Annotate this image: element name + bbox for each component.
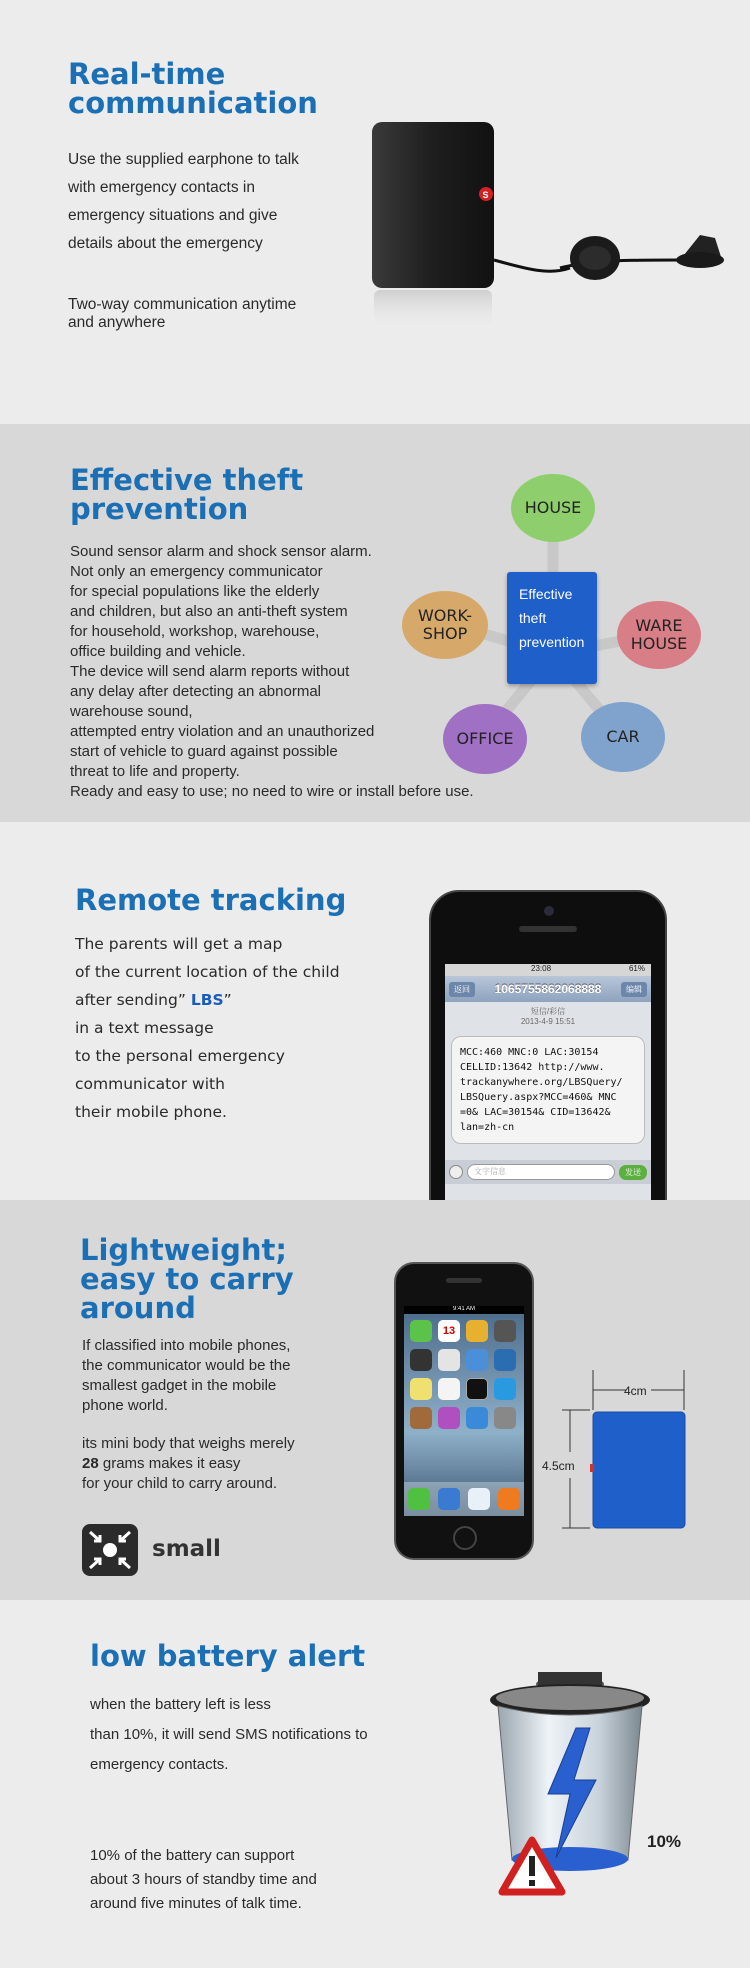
battery-support-description [90,1844,317,1916]
section-title-lightweight [80,1233,294,1325]
status-time: 23:08 [531,964,552,973]
text-line: when the battery left is less [90,1696,271,1713]
sms-input-field[interactable]: 文字信息 [467,1164,615,1180]
title-line: Lightweight; [80,1233,287,1267]
app-grid [404,1314,524,1435]
phone-body [429,890,667,1200]
battery-illustration [440,1662,700,1922]
text-line: Two-way communication anytime [68,296,297,313]
sms-line: trackanywhere.org/LBSQuery/ [460,1077,623,1088]
text-line: attempted entry violation and an unauthorized [70,723,375,740]
node-label-line: HOUSE [630,634,688,653]
phone-camera [544,906,554,916]
remote-tracking-description [75,930,340,1126]
title-line: prevention [70,492,249,526]
sms-message-bubble [451,1036,645,1144]
text-part: after sending” [75,991,186,1009]
sms-label: 短信/彩信 [530,1007,566,1016]
text-line: in a text message [75,1019,214,1037]
text-line: If classified into mobile phones, [82,1337,291,1354]
text-line: communicator with [75,1075,225,1093]
node-label-line: WORK- [417,606,473,625]
text-line: 10% of the battery can support [90,1847,295,1864]
text-line: any delay after detecting an abnormal [70,683,321,700]
lbs-keyword: LBS [190,991,224,1009]
section-title-theft [70,463,304,526]
phone-speaker [446,1278,482,1283]
phone-app-icon[interactable] [408,1488,430,1510]
text-line: the communicator would be the [82,1357,291,1374]
node-label: OFFICE [456,729,514,748]
text-part: grams makes it easy [98,1455,241,1472]
sms-message-text [460,1045,636,1135]
iphone-image [394,1262,534,1560]
hub-label-line: prevention [519,634,585,650]
status-bar [445,964,651,976]
node-label: CAR [606,727,640,746]
text-line: start of vehicle to guard against possible [70,743,338,760]
status-battery: 61% [628,964,645,973]
music-app-icon[interactable] [498,1488,520,1510]
text-line: for your child to carry around. [82,1475,278,1492]
sms-date: 2013-4-9 15:51 [520,1017,576,1026]
diagram-node-warehouse [617,601,701,669]
text-line: Ready and easy to use; no need to wire or install before use. [70,783,474,800]
status-time: 9:41 AM [404,1306,524,1314]
diagram-node-workshop [402,591,488,659]
text-line: of the current location of the child [75,963,340,981]
text-line [82,1454,295,1474]
edit-button[interactable]: 编辑 [621,982,647,997]
text-line: Not only an emergency communicator [70,563,323,580]
reminders-app-icon[interactable] [438,1378,460,1400]
text-line: their mobile phone. [75,1103,227,1121]
weight-number: 28 [82,1455,99,1472]
text-line: than 10%, it will send SMS notifications to [90,1726,368,1743]
text-line: and children, but also an anti-theft system [70,603,348,620]
node-label [631,617,688,653]
lightweight-description [82,1336,290,1416]
back-button[interactable]: 返回 [449,982,475,997]
itunes-app-icon[interactable] [438,1407,460,1429]
text-line: details about the emergency [68,235,263,252]
text-line: threat to life and property. [70,763,240,780]
phone-speaker [519,926,577,932]
low-battery-description [90,1690,368,1780]
diagram-node-car [581,702,665,772]
svg-text:S: S [482,190,489,200]
home-button[interactable] [453,1526,477,1550]
text-line: The parents will get a map [75,935,283,953]
dimension-height-label: 4.5cm [542,1459,575,1473]
newsstand-app-icon[interactable] [410,1407,432,1429]
section-theft-prevention [0,424,750,822]
videos-app-icon[interactable] [410,1349,432,1371]
text-line: phone world. [82,1397,168,1414]
text-line: around five minutes of talk time. [90,1895,302,1912]
text-line: for special populations like the elderly [70,583,320,600]
title-line: Effective theft [70,463,304,497]
realtime-anytime-text [68,296,296,332]
diagram-hub-effective-theft-prevention [507,572,597,684]
hub-label-line: theft [519,610,547,626]
node-label-line: SHOP [422,624,468,643]
text-line: with emergency contacts in [68,179,255,196]
sms-navbar [445,976,651,1002]
device-dimensions-diagram [530,1370,700,1550]
node-label: HOUSE [524,498,582,517]
camera-app-icon[interactable] [494,1320,516,1342]
section-lightweight [0,1200,750,1600]
sms-line: =0& LAC=30154& CID=13642& [460,1107,611,1118]
camera-icon[interactable] [449,1165,463,1179]
text-line: for household, workshop, warehouse, [70,623,320,640]
text-line: emergency contacts. [90,1756,229,1773]
text-line: Sound sensor alarm and shock sensor alarm. [70,543,372,560]
text-line: warehouse sound, [70,703,193,720]
diagram-node-house [511,474,595,542]
sms-line: CELLID:13642 http://www. [460,1062,605,1073]
notes-app-icon[interactable] [410,1378,432,1400]
section-remote-tracking [0,822,750,1200]
safari-app-icon[interactable] [468,1488,490,1510]
text-line: office building and vehicle. [70,643,246,660]
mail-app-icon[interactable] [438,1488,460,1510]
weight-description [82,1434,295,1494]
text-line: its mini body that weighs merely [82,1435,295,1452]
device-with-earphone-image [360,110,740,350]
text-line: about 3 hours of standby time and [90,1871,317,1888]
text-part: ” [223,991,232,1009]
sms-input-bar [445,1160,651,1184]
section-title-low-battery: low battery alert [90,1639,366,1673]
sms-sender-number: 1065755862068888 [494,982,602,996]
clock-app-icon[interactable] [466,1378,488,1400]
photos-app-icon[interactable] [466,1320,488,1342]
weather-app-icon[interactable] [466,1349,488,1371]
title-line: communication [68,86,318,120]
dock [404,1482,524,1516]
dimension-width-label: 4cm [624,1384,647,1398]
messages-app-icon[interactable] [410,1320,432,1342]
realtime-description [68,146,299,258]
passbook-app-icon[interactable] [494,1349,516,1371]
app-store-app-icon[interactable] [466,1407,488,1429]
text-line: emergency situations and give [68,207,278,224]
section-realtime-communication [0,0,750,424]
diagram-node-office [443,704,527,774]
phone-screen [445,964,651,1200]
hub-label-line: Effective [519,586,573,602]
compress-arrows-icon [82,1524,138,1576]
send-button[interactable]: 发送 [619,1165,647,1180]
text-line: to the personal emergency [75,1047,285,1065]
title-line: Real-time [68,57,226,91]
section-low-battery-alert [0,1600,750,1968]
text-line: Use the supplied earphone to talk [68,151,299,168]
text-line: and anywhere [68,314,166,331]
node-label [418,607,472,643]
settings-app-icon[interactable] [494,1407,516,1429]
sms-line: lan=zh-cn [460,1122,515,1133]
phone-home-screen [404,1306,524,1516]
small-label: small [152,1536,221,1562]
section-title-realtime [68,57,318,120]
calendar-app-icon[interactable]: 13 [438,1320,460,1342]
battery-percent-label: 10% [647,1832,682,1851]
section-title-remote-tracking: Remote tracking [75,883,347,917]
title-line: easy to carry [80,1262,294,1296]
sms-line: MCC:460 MNC:0 LAC:30154 [460,1047,599,1058]
text-line: The device will send alarm reports without [70,663,350,680]
sms-line: LBSQuery.aspx?MCC=460& MNC [460,1092,617,1103]
title-line: around [80,1291,196,1325]
text-line [75,986,340,1014]
game-center-app-icon[interactable] [494,1378,516,1400]
node-label-line: WARE [635,616,683,635]
maps-app-icon[interactable] [438,1349,460,1371]
compress-arrows-glyph [82,1524,138,1576]
text-line: smallest gadget in the mobile [82,1377,277,1394]
